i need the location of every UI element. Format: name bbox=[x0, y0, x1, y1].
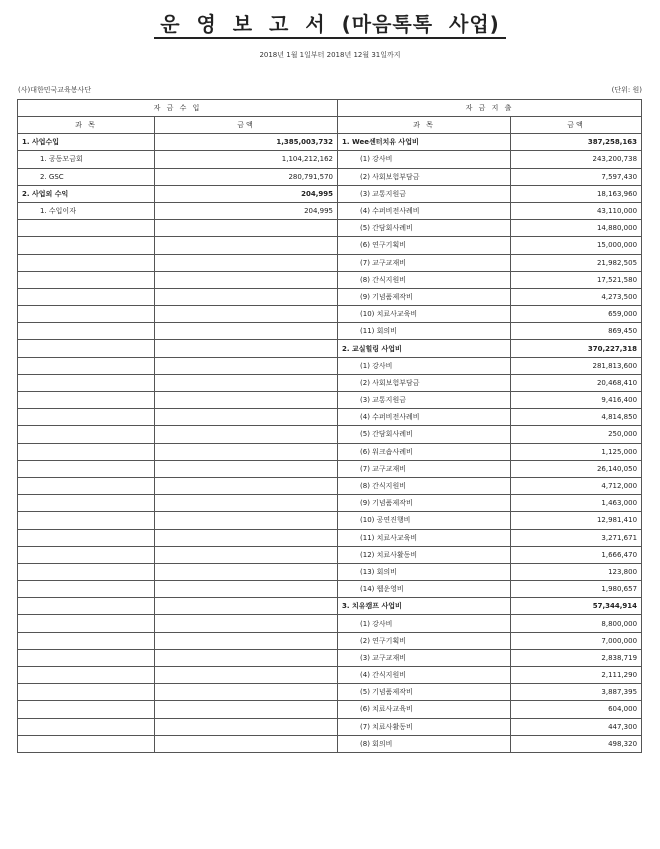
income-item-cell bbox=[18, 271, 155, 288]
table-row bbox=[18, 512, 642, 529]
expense-item-cell: (4) 수퍼비전사례비 bbox=[338, 202, 511, 219]
income-item-cell bbox=[18, 598, 155, 615]
expense-amount-cell: 18,163,960 bbox=[511, 185, 642, 202]
expense-amount-cell: 26,140,050 bbox=[511, 460, 642, 477]
income-amount-cell bbox=[155, 701, 338, 718]
expense-amount-cell: 12,981,410 bbox=[511, 512, 642, 529]
expense-amount-cell: 7,000,000 bbox=[511, 632, 642, 649]
expense-item-cell: (12) 치료사활동비 bbox=[338, 546, 511, 563]
expense-amount-header: 금액 bbox=[511, 117, 642, 134]
expense-item-cell: (11) 회의비 bbox=[338, 323, 511, 340]
expense-item-cell: (11) 치료사교육비 bbox=[338, 529, 511, 546]
expense-amount-cell: 243,200,738 bbox=[511, 151, 642, 168]
income-amount-cell bbox=[155, 735, 338, 752]
income-item-cell bbox=[18, 529, 155, 546]
income-item-cell bbox=[18, 237, 155, 254]
income-item-cell bbox=[18, 340, 155, 357]
expense-item-cell: (2) 사회보험부담금 bbox=[338, 168, 511, 185]
expense-item-cell: 3. 치유캠프 사업비 bbox=[338, 598, 511, 615]
expense-amount-cell: 57,344,914 bbox=[511, 598, 642, 615]
income-amount-cell: 1,385,003,732 bbox=[155, 134, 338, 151]
income-amount-cell bbox=[155, 323, 338, 340]
table-row bbox=[18, 477, 642, 494]
table-row bbox=[18, 254, 642, 271]
expense-item-cell: (6) 치료사교육비 bbox=[338, 701, 511, 718]
expense-amount-cell: 20,468,410 bbox=[511, 374, 642, 391]
table-row bbox=[18, 392, 642, 409]
income-amount-cell bbox=[155, 271, 338, 288]
expense-amount-cell: 123,800 bbox=[511, 563, 642, 580]
income-item-cell bbox=[18, 495, 155, 512]
table-row bbox=[18, 718, 642, 735]
expense-amount-cell: 17,521,580 bbox=[511, 271, 642, 288]
income-item-cell bbox=[18, 288, 155, 305]
expense-item-cell: (14) 웹운영비 bbox=[338, 581, 511, 598]
expense-amount-cell: 387,258,163 bbox=[511, 134, 642, 151]
income-item-cell bbox=[18, 684, 155, 701]
expense-amount-cell: 604,000 bbox=[511, 701, 642, 718]
table-row bbox=[18, 168, 642, 185]
expense-item-cell: (2) 연구기획비 bbox=[338, 632, 511, 649]
expense-item-cell: (7) 치료사활동비 bbox=[338, 718, 511, 735]
income-item-cell bbox=[18, 460, 155, 477]
expense-item-cell: (1) 강사비 bbox=[338, 615, 511, 632]
income-amount-cell bbox=[155, 667, 338, 684]
table-row bbox=[18, 598, 642, 615]
expense-item-cell: 2. 교실힐링 사업비 bbox=[338, 340, 511, 357]
income-amount-cell: 1,104,212,162 bbox=[155, 151, 338, 168]
income-item-cell bbox=[18, 581, 155, 598]
income-item-cell bbox=[18, 546, 155, 563]
income-amount-cell bbox=[155, 426, 338, 443]
table-row bbox=[18, 546, 642, 563]
column-header-row bbox=[18, 117, 642, 134]
table-row bbox=[18, 323, 642, 340]
expense-item-cell: (5) 간담회사례비 bbox=[338, 220, 511, 237]
table-row bbox=[18, 134, 642, 151]
expense-item-cell: (1) 강사비 bbox=[338, 151, 511, 168]
report-period: 2018년 1월 1일부터 2018년 12월 31일까지 bbox=[259, 51, 401, 59]
table-row bbox=[18, 202, 642, 219]
income-amount-cell bbox=[155, 495, 338, 512]
expense-amount-cell: 14,880,000 bbox=[511, 220, 642, 237]
expense-item-cell: (10) 치료사교육비 bbox=[338, 306, 511, 323]
income-amount-cell: 204,995 bbox=[155, 202, 338, 219]
table-row bbox=[18, 357, 642, 374]
income-item-cell: 1. 수입이자 bbox=[18, 202, 155, 219]
expense-amount-cell: 1,980,657 bbox=[511, 581, 642, 598]
income-item-cell bbox=[18, 563, 155, 580]
report-title: 운 영 보 고 서 (마음톡톡 사업) bbox=[0, 8, 660, 37]
expense-item-cell: (7) 교구교재비 bbox=[338, 254, 511, 271]
expense-item-cell: (3) 교구교재비 bbox=[338, 649, 511, 666]
income-amount-cell bbox=[155, 288, 338, 305]
income-item-cell bbox=[18, 426, 155, 443]
income-item-cell: 2. 사업외 수익 bbox=[18, 185, 155, 202]
income-amount-cell bbox=[155, 477, 338, 494]
expense-item-cell: (9) 기념품제작비 bbox=[338, 288, 511, 305]
table-row bbox=[18, 615, 642, 632]
income-item-cell bbox=[18, 306, 155, 323]
income-amount-cell bbox=[155, 374, 338, 391]
income-item-cell bbox=[18, 443, 155, 460]
financial-table bbox=[17, 99, 642, 753]
income-item-cell: 1. 사업수입 bbox=[18, 134, 155, 151]
income-item-cell bbox=[18, 254, 155, 271]
table-row bbox=[18, 185, 642, 202]
expense-item-cell: (6) 워크숍사례비 bbox=[338, 443, 511, 460]
income-item-cell: 2. GSC bbox=[18, 168, 155, 185]
income-item-cell bbox=[18, 220, 155, 237]
income-amount-cell bbox=[155, 460, 338, 477]
expense-item-cell: (3) 교통지원금 bbox=[338, 185, 511, 202]
table-row bbox=[18, 632, 642, 649]
section-header-row bbox=[18, 100, 642, 117]
expense-amount-cell: 4,814,850 bbox=[511, 409, 642, 426]
income-item-cell bbox=[18, 701, 155, 718]
table-row bbox=[18, 529, 642, 546]
expense-amount-cell: 250,000 bbox=[511, 426, 642, 443]
income-header: 자 금 수 입 bbox=[18, 100, 338, 117]
income-amount-cell bbox=[155, 529, 338, 546]
expense-amount-cell: 1,125,000 bbox=[511, 443, 642, 460]
table-row bbox=[18, 426, 642, 443]
expense-header: 자 금 지 출 bbox=[338, 100, 642, 117]
income-item-cell bbox=[18, 735, 155, 752]
expense-item-cell: (8) 회의비 bbox=[338, 735, 511, 752]
expense-item-cell: (4) 간식지원비 bbox=[338, 667, 511, 684]
income-item-cell bbox=[18, 409, 155, 426]
table-row bbox=[18, 667, 642, 684]
expense-amount-cell: 4,273,500 bbox=[511, 288, 642, 305]
income-amount-cell bbox=[155, 254, 338, 271]
income-amount-cell: 280,791,570 bbox=[155, 168, 338, 185]
table-row bbox=[18, 735, 642, 752]
table-row bbox=[18, 443, 642, 460]
income-amount-header: 금액 bbox=[155, 117, 338, 134]
expense-item-cell: (8) 간식지원비 bbox=[338, 271, 511, 288]
income-item-cell: 1. 공동모금회 bbox=[18, 151, 155, 168]
income-amount-cell bbox=[155, 409, 338, 426]
table-row bbox=[18, 495, 642, 512]
income-amount-cell bbox=[155, 563, 338, 580]
expense-item-cell: (3) 교통지원금 bbox=[338, 392, 511, 409]
expense-amount-cell: 281,813,600 bbox=[511, 357, 642, 374]
table-row bbox=[18, 306, 642, 323]
income-item-cell bbox=[18, 718, 155, 735]
table-row bbox=[18, 684, 642, 701]
expense-amount-cell: 447,300 bbox=[511, 718, 642, 735]
expense-amount-cell: 7,597,430 bbox=[511, 168, 642, 185]
income-item-cell bbox=[18, 323, 155, 340]
expense-item-cell: (5) 기념품제작비 bbox=[338, 684, 511, 701]
expense-amount-cell: 869,450 bbox=[511, 323, 642, 340]
expense-amount-cell: 498,320 bbox=[511, 735, 642, 752]
income-item-cell bbox=[18, 512, 155, 529]
income-amount-cell bbox=[155, 632, 338, 649]
table-row bbox=[18, 649, 642, 666]
expense-item-cell: (13) 회의비 bbox=[338, 563, 511, 580]
expense-item-cell: (8) 간식지원비 bbox=[338, 477, 511, 494]
expense-item-cell: (5) 간담회사례비 bbox=[338, 426, 511, 443]
expense-item-cell: (4) 수퍼비전사례비 bbox=[338, 409, 511, 426]
income-item-cell bbox=[18, 615, 155, 632]
income-amount-cell bbox=[155, 306, 338, 323]
expense-amount-cell: 2,111,290 bbox=[511, 667, 642, 684]
expense-amount-cell: 659,000 bbox=[511, 306, 642, 323]
table-row bbox=[18, 581, 642, 598]
expense-item-cell: (10) 공연진행비 bbox=[338, 512, 511, 529]
table-row bbox=[18, 271, 642, 288]
expense-amount-cell: 2,838,719 bbox=[511, 649, 642, 666]
expense-item-cell: (1) 강사비 bbox=[338, 357, 511, 374]
unit-label: (단위: 원) bbox=[611, 86, 642, 94]
income-amount-cell bbox=[155, 340, 338, 357]
expense-amount-cell: 21,982,505 bbox=[511, 254, 642, 271]
table-row bbox=[18, 151, 642, 168]
expense-item-header: 과 목 bbox=[338, 117, 511, 134]
expense-amount-cell: 1,463,000 bbox=[511, 495, 642, 512]
income-amount-cell bbox=[155, 237, 338, 254]
expense-item-cell: (2) 사회보험부담금 bbox=[338, 374, 511, 391]
table-row bbox=[18, 701, 642, 718]
expense-amount-cell: 3,887,395 bbox=[511, 684, 642, 701]
table-row bbox=[18, 460, 642, 477]
income-amount-cell bbox=[155, 684, 338, 701]
expense-amount-cell: 9,416,400 bbox=[511, 392, 642, 409]
table-row bbox=[18, 409, 642, 426]
income-amount-cell bbox=[155, 718, 338, 735]
income-amount-cell bbox=[155, 546, 338, 563]
income-amount-cell: 204,995 bbox=[155, 185, 338, 202]
expense-amount-cell: 8,800,000 bbox=[511, 615, 642, 632]
table-row bbox=[18, 288, 642, 305]
income-amount-cell bbox=[155, 357, 338, 374]
expense-item-cell: (6) 연구기획비 bbox=[338, 237, 511, 254]
expense-item-cell: (7) 교구교재비 bbox=[338, 460, 511, 477]
expense-item-cell: (9) 기념품제작비 bbox=[338, 495, 511, 512]
expense-amount-cell: 3,271,671 bbox=[511, 529, 642, 546]
income-amount-cell bbox=[155, 649, 338, 666]
income-amount-cell bbox=[155, 598, 338, 615]
organization-name: (사)대한민국교육봉사단 bbox=[18, 86, 92, 94]
table-row bbox=[18, 220, 642, 237]
income-item-cell bbox=[18, 357, 155, 374]
expense-amount-cell: 43,110,000 bbox=[511, 202, 642, 219]
table-row bbox=[18, 374, 642, 391]
income-item-cell bbox=[18, 649, 155, 666]
income-amount-cell bbox=[155, 392, 338, 409]
table-row bbox=[18, 563, 642, 580]
income-item-cell bbox=[18, 477, 155, 494]
expense-amount-cell: 370,227,318 bbox=[511, 340, 642, 357]
income-item-cell bbox=[18, 632, 155, 649]
expense-item-cell: 1. Wee센터치유 사업비 bbox=[338, 134, 511, 151]
income-item-cell bbox=[18, 374, 155, 391]
income-amount-cell bbox=[155, 443, 338, 460]
table-row bbox=[18, 237, 642, 254]
expense-amount-cell: 1,666,470 bbox=[511, 546, 642, 563]
income-item-header: 과 목 bbox=[18, 117, 155, 134]
income-amount-cell bbox=[155, 581, 338, 598]
income-amount-cell bbox=[155, 512, 338, 529]
income-item-cell bbox=[18, 392, 155, 409]
income-amount-cell bbox=[155, 615, 338, 632]
expense-amount-cell: 15,000,000 bbox=[511, 237, 642, 254]
table-row bbox=[18, 340, 642, 357]
income-amount-cell bbox=[155, 220, 338, 237]
income-item-cell bbox=[18, 667, 155, 684]
expense-amount-cell: 4,712,000 bbox=[511, 477, 642, 494]
